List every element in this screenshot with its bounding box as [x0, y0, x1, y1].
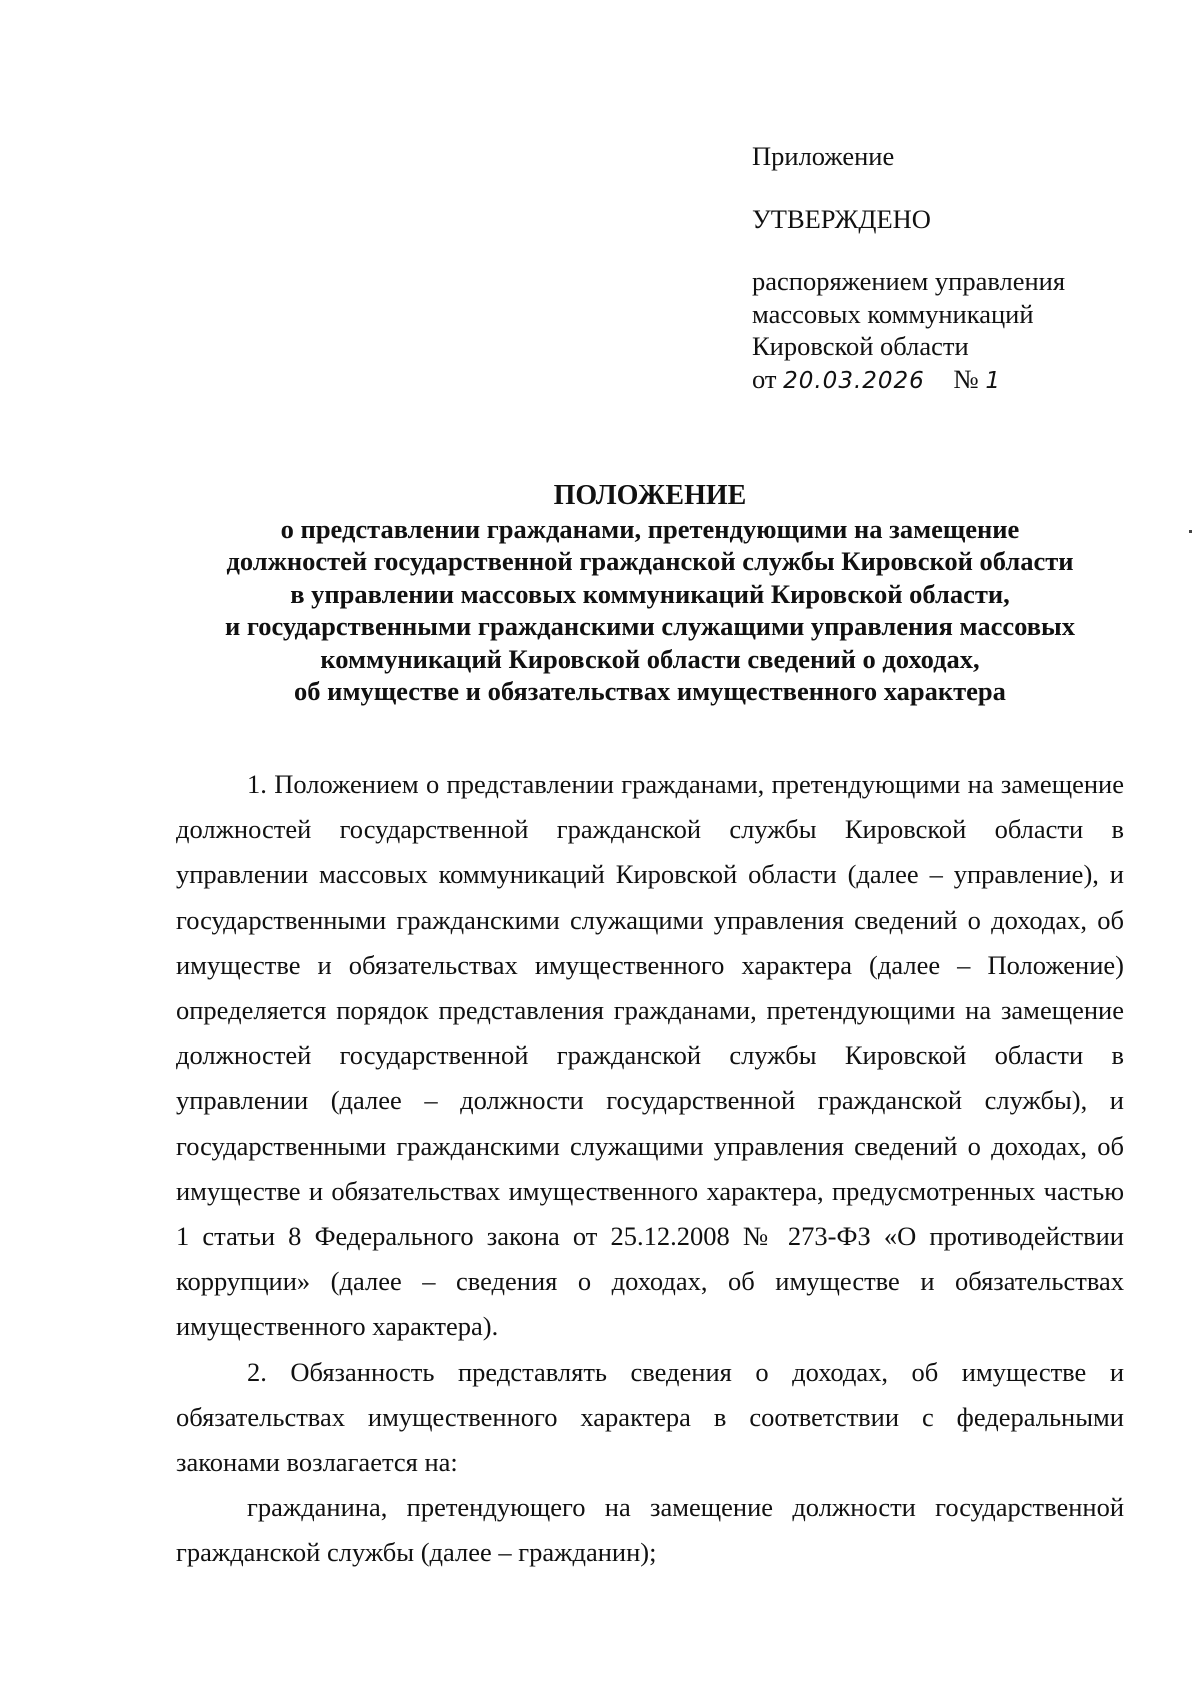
title-line: в управлении массовых коммуникаций Кировской области, [290, 578, 1010, 609]
title-line: должностей государственной гражданской службы Кировской области [226, 546, 1074, 576]
body-paragraph: 1. Положением о представлении гражданами, претендующими на замещение должностей государственной гражданской службы Кировской области в управлении массовых коммуникаций Кировской области (далее – управление), и государственными гражданскими служащими управления сведений о доходах, об имуществе и обязательствах имущественного характера (далее – Положение) определяется порядок представления гражданами, претендующими на замещение должностей государственной гражданской службы Кировской области в управлении (далее – должности государственной гражданской службы), и государственными гражданскими служащими управления сведений о доходах, об имуществе и обязательствах имущественного характера, предусмотренных частью 1 статьи 8 Федерального закона от 25.12.2008 № 273-ФЗ «О противодействии коррупции» (далее – сведения о доходах, об имуществе и обязательствах имущественного характера). [176, 769, 1124, 1342]
approved-label: УТВЕРЖДЕНО [752, 203, 931, 234]
title-line: об имуществе и обязательствах имущественного характера [294, 676, 1006, 706]
approval-line: распоряжением управления [752, 266, 1066, 296]
title-line: и государственными гражданскими служащими управления массовых [225, 611, 1075, 641]
title-line: о представлении гражданами, претендующими на замещение [280, 513, 1020, 544]
document-body [176, 762, 1124, 1576]
appendix-label: Приложение [752, 141, 895, 171]
approval-date-line [752, 363, 1172, 398]
date-prefix: от [752, 363, 777, 394]
handwritten-date: 20.03.2026 [783, 367, 925, 394]
document-heading: ПОЛОЖЕНИЕ [553, 480, 747, 511]
document-title-block [120, 480, 1180, 708]
handwritten-number: 1 [985, 367, 1001, 394]
approval-line: Кировской области [752, 331, 969, 361]
approval-line: массовых коммуникаций [752, 298, 1034, 329]
body-paragraph: 2. Обязанность представлять сведения о доходах, об имуществе и обязательствах имущественного характера в соответствии с федеральными законами возлагается на: [176, 1356, 1124, 1478]
scan-mark [1189, 530, 1192, 533]
approval-block [752, 140, 1172, 397]
number-sign: № [953, 363, 979, 394]
title-line: коммуникаций Кировской области сведений о доходах, [320, 643, 980, 674]
body-paragraph: гражданина, претендующего на замещение должности государственной гражданской службы (далее – гражданин); [176, 1492, 1124, 1568]
